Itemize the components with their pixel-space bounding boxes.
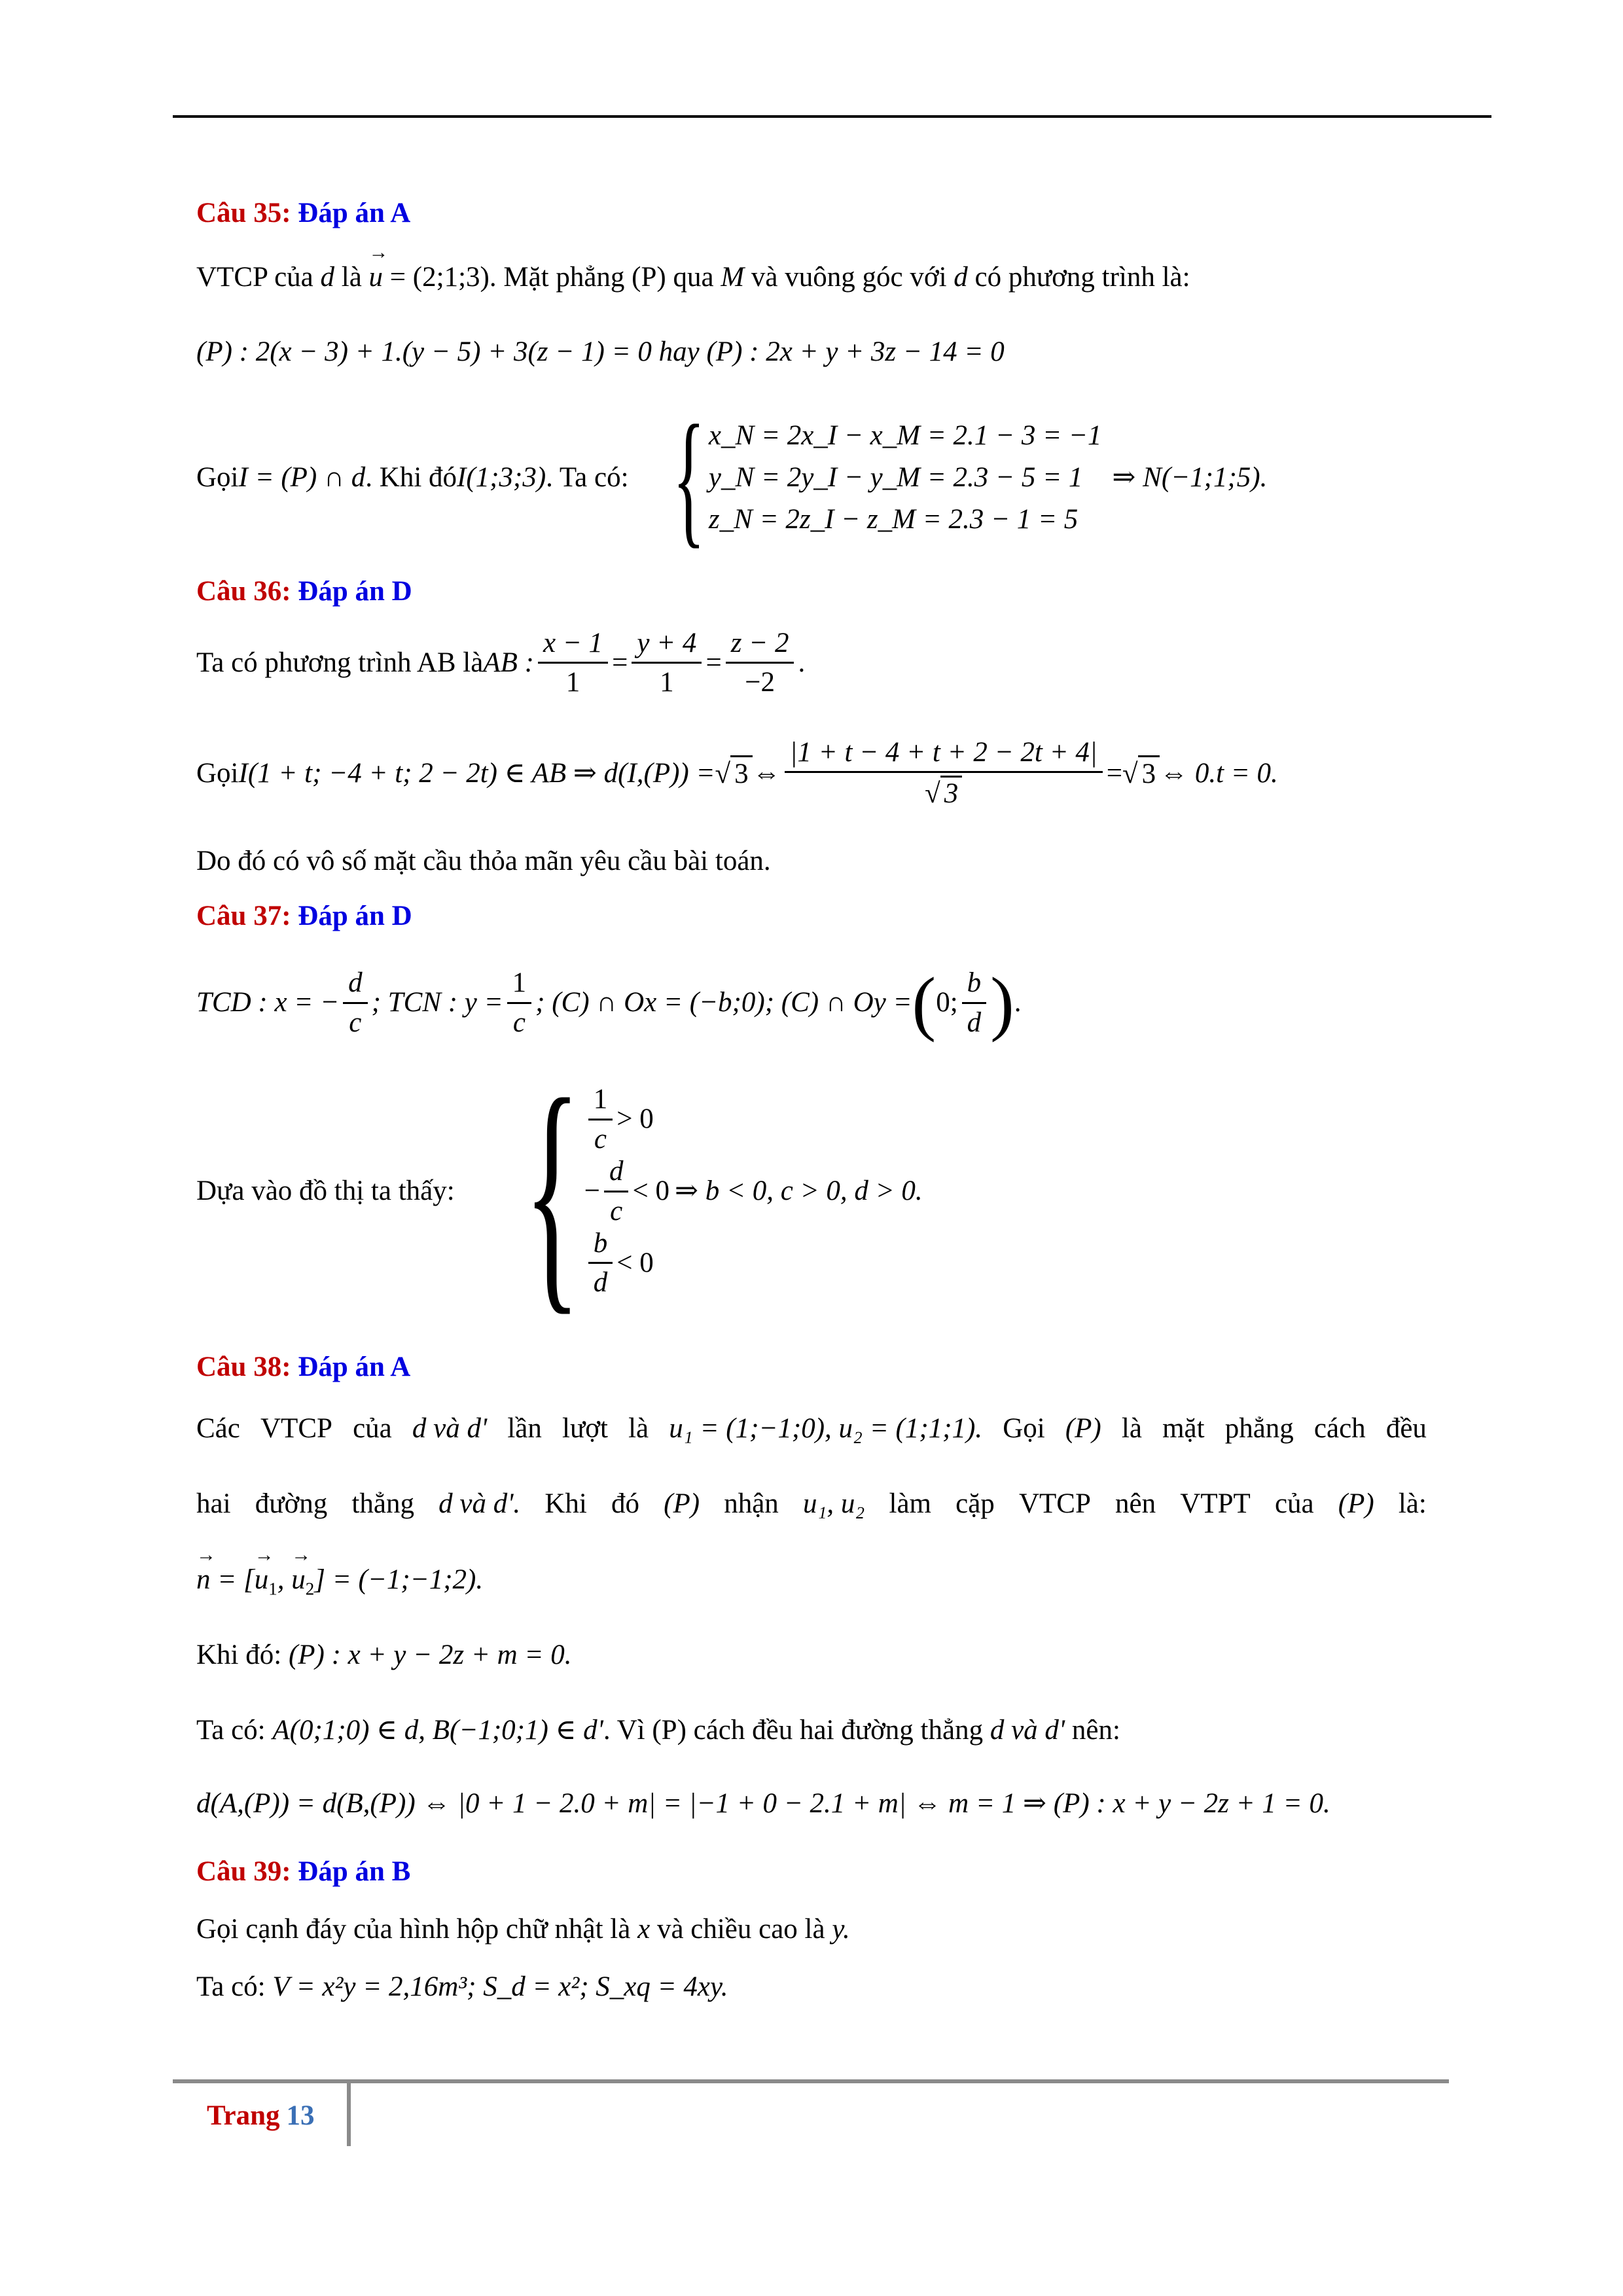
q35-line3: Gọi I = (P) ∩ d . Khi đó I(1;3;3) . Ta có: { x_N = 2x_I − x_M = 2.1 − 3 = −1 y_N = 2y_I − y_M = 2.3 − 5 = 1 z_N = 2z_I − z_M = 2.3 − 1 = 5 ⇒ N(−1;1;5). — [196, 394, 1268, 561]
q38-line4: Khi đó: (P) : x + y − 2z + m = 0. — [196, 1640, 572, 1670]
q38-heading — [196, 1350, 410, 1384]
q35-heading — [196, 196, 410, 230]
q39-answer: Đáp án B — [298, 1856, 411, 1887]
q35-result: ⇒ N(−1;1;5). — [1112, 462, 1268, 493]
q35-sys-row-y: y_N = 2y_I − y_M = 2.3 − 5 = 1 — [708, 462, 1083, 493]
q35-system: { x_N = 2x_I − x_M = 2.1 − 3 = −1 y_N = 2y_I − y_M = 2.3 − 5 = 1 z_N = 2z_I − z_M = 2.3 − 1 = 5 — [672, 394, 1102, 561]
q39-heading — [196, 1855, 410, 1889]
q38-line5: Ta có: A(0;1;0) ∈ d, B(−1;0;1) ∈ d'. Vì (P) cách đều hai đường thẳng d và d' nên: — [196, 1715, 1120, 1746]
q36-label: Câu 36: — [196, 576, 291, 607]
page-number: 13 — [286, 2100, 315, 2131]
q37-result: ⇒ b < 0, c > 0, d > 0. — [674, 1175, 923, 1207]
fraction: $\frac{1}{c}$ — [507, 967, 532, 1039]
q35-line1: VTCP của d là → u = (2;1;3). Mặt phẳng (P) qua M và vuông góc với d có phương trình là: — [196, 260, 1190, 295]
q35-answer: Đáp án A — [298, 198, 411, 228]
vectors-u1-u2: u₁ = (1;−1;0), u₂ = (1;1;1). — [669, 1413, 983, 1444]
q35-sys-row-z: z_N = 2z_I − z_M = 2.3 − 1 = 5 — [708, 504, 1079, 535]
sqrt: √ 3 — [715, 755, 753, 791]
q37-system: { 1 c > 0 − $\frac{d}{c}$ < 0 b d < 0 — [524, 1046, 669, 1336]
fraction: $\frac{z - 2}{-2}$ — [726, 627, 794, 699]
q39-label: Câu 39: — [196, 1856, 291, 1887]
q35-sys-row-x: x_N = 2x_I − x_M = 2.1 − 3 = −1 — [708, 420, 1102, 451]
footer-rule — [173, 2079, 1449, 2083]
q38-distance-equation: d(A,(P)) = d(B,(P)) ⇔ |0 + 1 − 2.0 + m| = |−1 + 0 − 2.1 + m| ⇔ m = 1 ⇒ (P) : x + y − 2z + 1 = 0. — [196, 1788, 1330, 1819]
q35-label: Câu 35: — [196, 198, 291, 228]
fraction: $\frac{|1 + t - 4 + t + 2 - 2t + 4|}{√ 3}$ — [785, 736, 1103, 810]
page-footer — [207, 2089, 315, 2142]
q36-heading — [196, 575, 412, 609]
q37-answer: Đáp án D — [298, 901, 412, 931]
q38-line2: hai đường thẳng d và d'. Khi đó (P) nhận u₁, u₂ làm cặp VTCP nên VTPT của (P) là: — [196, 1488, 1427, 1519]
q35-plane-equation: (P) : 2(x − 3) + 1.(y − 5) + 3(z − 1) = 0 hay (P) : 2x + y + 3z − 14 = 0 — [196, 336, 1005, 367]
footer-divider — [347, 2083, 351, 2146]
fraction: b d — [962, 967, 987, 1039]
q38-label: Câu 38: — [196, 1352, 291, 1382]
q38-line1: Các VTCP của d và d' lần lượt là u₁ = (1;−1;0), u₂ = (1;1;1). Gọi (P) là mặt phẳng cách đều — [196, 1412, 1427, 1446]
q37-line2: Dựa vào đồ thị ta thấy: { 1 c > 0 − $\frac{d}{c}$ < 0 b d < 0 ⇒ b < 0, c > 0, d > 0. — [196, 1046, 923, 1336]
q36-line2: Gọi I(1 + t; −4 + t; 2 − 2t) ∈ AB ⇒ d(I,(P)) = √ 3 ⇔ $\frac{|1 + t - 4 + t + 2 - 2t + 4|}{√ 3}$ = √ 3 ⇔ 0.t = 0. — [196, 737, 1278, 810]
q37-heading — [196, 899, 412, 933]
header-rule — [173, 115, 1491, 118]
vector-u: → u — [369, 260, 383, 295]
fraction: $\frac{x - 1}{1}$ — [538, 627, 608, 699]
q36-conclusion: Do đó có vô số mặt cầu thỏa mãn yêu cầu bài toán. — [196, 846, 771, 876]
page-label: Trang — [207, 2100, 280, 2131]
q39-line2: Ta có: V = x²y = 2,16m³; S_d = x²; S_xq = 4xy. — [196, 1971, 728, 2002]
q38-answer: Đáp án A — [298, 1352, 411, 1382]
q39-line1: Gọi cạnh đáy của hình hộp chữ nhật là x và chiều cao là y. — [196, 1914, 850, 1945]
fraction: $\frac{y + 4}{1}$ — [632, 627, 702, 699]
q36-answer: Đáp án D — [298, 576, 412, 607]
q37-line1: TCD : x = − $\frac{d}{c}$ ; TCN : y = $\frac{1}{c}$ ; (C) ∩ Ox = (−b;0); (C) ∩ Oy = ( 0; b d ) . — [196, 963, 1022, 1043]
fraction: $\frac{d}{c}$ — [343, 967, 368, 1039]
q37-label: Câu 37: — [196, 901, 291, 931]
q36-line1: Ta có phương trình AB là AB : $\frac{x - 1}{1}$ = $\frac{y + 4}{1}$ = $\frac{z - 2}{-2}$ . — [196, 628, 806, 698]
q38-normal-vector: → n = [→ $u_1$, → $u_2$] = (−1;−1;2). — [196, 1563, 483, 1600]
